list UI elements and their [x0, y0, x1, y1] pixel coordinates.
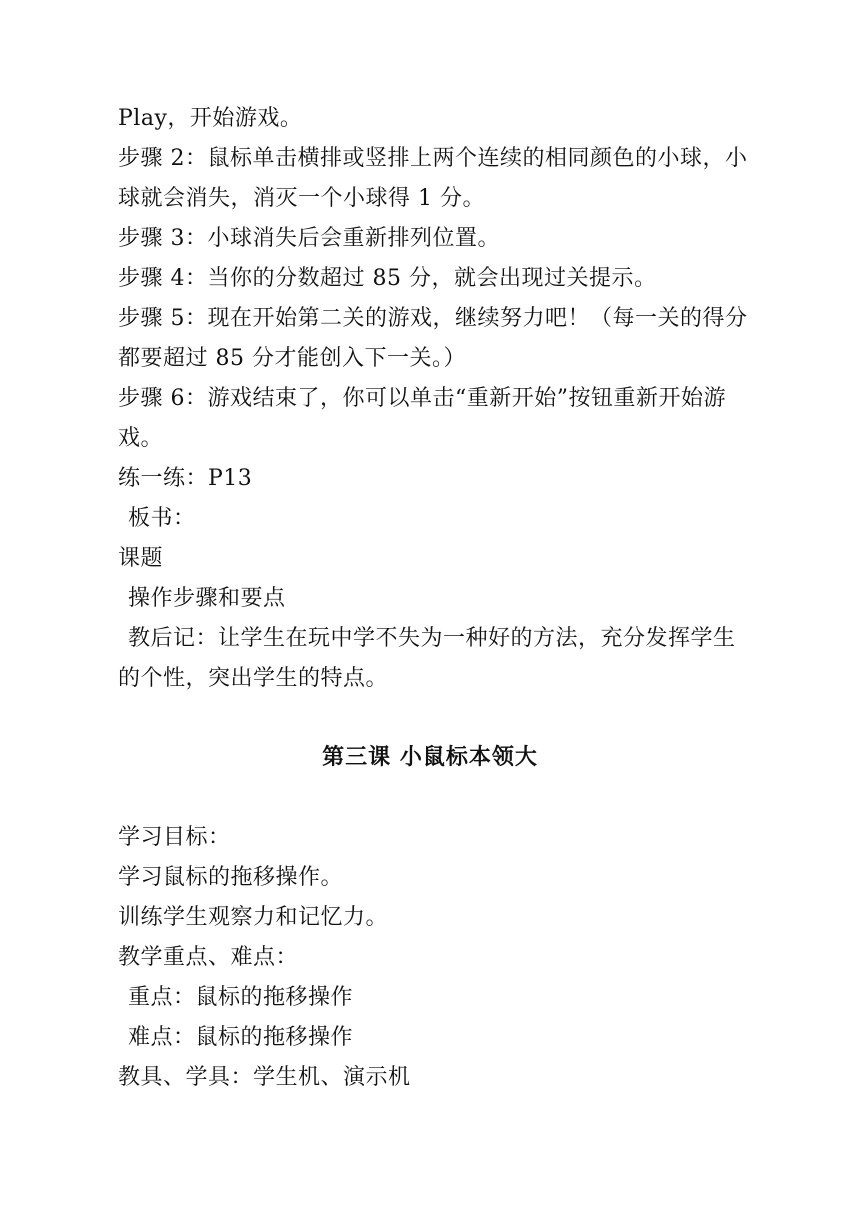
step5-line: 步骤 5：现在开始第二关的游戏，继续努力吧！（每一关的得分 [118, 306, 748, 331]
objective-item: 学习鼠标的拖移操作。 [118, 865, 344, 890]
step3-line: 步骤 3：小球消失后会重新排列位置。 [118, 226, 500, 251]
lesson-title: 第三课 小鼠标本领大 [322, 745, 538, 770]
step4-line: 步骤 4：当你的分数超过 85 分，就会出现过关提示。 [118, 266, 657, 291]
topic-line: 课题 [118, 546, 164, 571]
objective-item: 训练学生观察力和记忆力。 [118, 905, 389, 930]
board-heading: 板书： [128, 506, 196, 531]
step2-line: 步骤 2：鼠标单击横排或竖排上两个连续的相同颜色的小球，小 [118, 146, 748, 171]
text-line: Play，开始游戏。 [118, 106, 303, 131]
steps-key-points-line: 操作步骤和要点 [128, 586, 286, 611]
difficulty-line: 难点：鼠标的拖移操作 [128, 1025, 354, 1050]
reflection-line: 教后记：让学生在玩中学不失为一种好的方法，充分发挥学生 [128, 626, 736, 651]
practice-line: 练一练：P13 [118, 466, 253, 491]
text-line: 戏。 [118, 426, 164, 451]
text-line: 都要超过 85 分才能创入下一关。） [118, 346, 466, 371]
key-points-heading: 教学重点、难点： [118, 945, 299, 970]
key-point-line: 重点：鼠标的拖移操作 [128, 985, 354, 1010]
teaching-aids-line: 教具、学具：学生机、演示机 [118, 1065, 411, 1090]
text-line: 球就会消失，消灭一个小球得 1 分。 [118, 186, 485, 211]
text-line: 的个性，突出学生的特点。 [118, 666, 389, 691]
objectives-heading: 学习目标： [118, 825, 231, 850]
step6-line: 步骤 6：游戏结束了，你可以单击“重新开始”按钮重新开始游 [118, 386, 726, 411]
